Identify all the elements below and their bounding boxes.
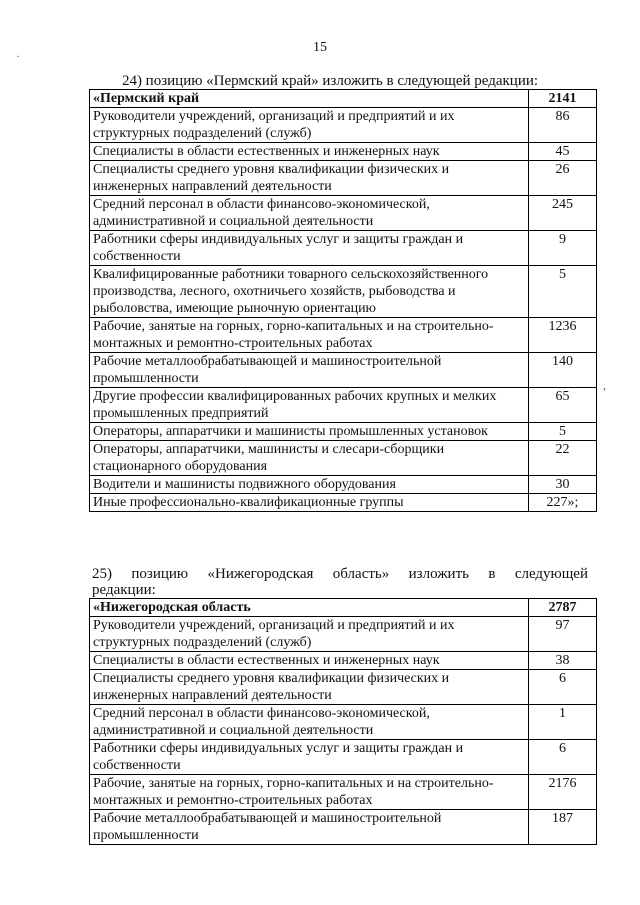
occupation-group: Операторы, аппаратчики и машинисты промышленных установок [90, 423, 529, 441]
occupation-count: 9 [529, 231, 597, 266]
section-25-intro-line1: 25) позицию «Нижегородская область» изложить в следующей [92, 566, 588, 582]
occupation-group: Операторы, аппаратчики, машинисты и слесари-сборщики стационарного оборудования [90, 441, 529, 476]
occupation-count: 65 [529, 388, 597, 423]
occupation-count: 26 [529, 161, 597, 196]
section-24-intro: 24) позицию «Пермский край» изложить в следующей редакции: [121, 73, 539, 89]
occupation-group: Руководители учреждений, организаций и предприятий и их структурных подразделений (служб) [90, 108, 529, 143]
occupation-count: 45 [529, 143, 597, 161]
occupation-count: 6 [529, 670, 597, 705]
table-row [90, 705, 597, 740]
occupation-count: 227»; [529, 494, 597, 512]
occupation-count: 2176 [529, 775, 597, 810]
occupation-count: 140 [529, 353, 597, 388]
occupation-count: 38 [529, 652, 597, 670]
table-perm-krai [89, 89, 597, 512]
table-row [90, 318, 597, 353]
table-row [90, 740, 597, 775]
table-row [90, 617, 597, 652]
table-row [90, 388, 597, 423]
occupation-group: Специалисты в области естественных и инженерных наук [90, 652, 529, 670]
occupation-group: Квалифицированные работники товарного сельскохозяйственного производства, лесного, охотничьего хозяйств, рыбоводства и рыболовства, имеющие рыночную ориентацию [90, 266, 529, 318]
occupation-count: 86 [529, 108, 597, 143]
scan-mark: · [16, 49, 20, 63]
table-nizhegorodskaya-oblast [89, 598, 597, 845]
table-row [90, 810, 597, 845]
region-total: 2787 [529, 599, 597, 617]
occupation-group: Средний персонал в области финансово-экономической, административной и социальной деятельности [90, 705, 529, 740]
occupation-group: Рабочие металлообрабатывающей и машиностроительной промышленности [90, 810, 529, 845]
occupation-count: 6 [529, 740, 597, 775]
occupation-group: Работники сферы индивидуальных услуг и защиты граждан и собственности [90, 740, 529, 775]
occupation-group: Специалисты среднего уровня квалификации физических и инженерных направлений деятельности [90, 161, 529, 196]
occupation-count: 22 [529, 441, 597, 476]
scan-mark: , [603, 378, 606, 392]
occupation-group: Рабочие металлообрабатывающей и машиностроительной промышленности [90, 353, 529, 388]
table-row [90, 196, 597, 231]
occupation-group: Руководители учреждений, организаций и предприятий и их структурных подразделений (служб) [90, 617, 529, 652]
occupation-group: Специалисты в области естественных и инженерных наук [90, 143, 529, 161]
table-row [90, 652, 597, 670]
occupation-group: Водители и машинисты подвижного оборудования [90, 476, 529, 494]
occupation-group: Средний персонал в области финансово-экономической, административной и социальной деятельности [90, 196, 529, 231]
occupation-group: Другие профессии квалифицированных рабочих крупных и мелких промышленных предприятий [90, 388, 529, 423]
occupation-count: 5 [529, 266, 597, 318]
table-row [90, 353, 597, 388]
region-name: «Пермский край [90, 90, 529, 108]
occupation-count: 97 [529, 617, 597, 652]
table-header-row [90, 599, 597, 617]
occupation-count: 245 [529, 196, 597, 231]
table-row [90, 670, 597, 705]
occupation-group: Специалисты среднего уровня квалификации физических и инженерных направлений деятельности [90, 670, 529, 705]
occupation-group: Рабочие, занятые на горных, горно-капитальных и на строительно-монтажных и ремонтно-строительных работах [90, 318, 529, 353]
occupation-group: Иные профессионально-квалификационные группы [90, 494, 529, 512]
section-25-intro-line2: редакции: [92, 582, 156, 598]
table-row [90, 441, 597, 476]
table-row [90, 231, 597, 266]
table-row [90, 108, 597, 143]
table-header-row [90, 90, 597, 108]
occupation-count: 5 [529, 423, 597, 441]
occupation-count: 187 [529, 810, 597, 845]
region-total: 2141 [529, 90, 597, 108]
table-row [90, 494, 597, 512]
table-row [90, 266, 597, 318]
region-name: «Нижегородская область [90, 599, 529, 617]
table-row [90, 476, 597, 494]
table-row [90, 775, 597, 810]
occupation-count: 30 [529, 476, 597, 494]
table-row [90, 161, 597, 196]
occupation-count: 1236 [529, 318, 597, 353]
table-row [90, 143, 597, 161]
occupation-count: 1 [529, 705, 597, 740]
table-row [90, 423, 597, 441]
section-25-intro [92, 566, 588, 598]
occupation-group: Рабочие, занятые на горных, горно-капитальных и на строительно-монтажных и ремонтно-строительных работах [90, 775, 529, 810]
occupation-group: Работники сферы индивидуальных услуг и защиты граждан и собственности [90, 231, 529, 266]
page-number: 15 [313, 40, 327, 55]
